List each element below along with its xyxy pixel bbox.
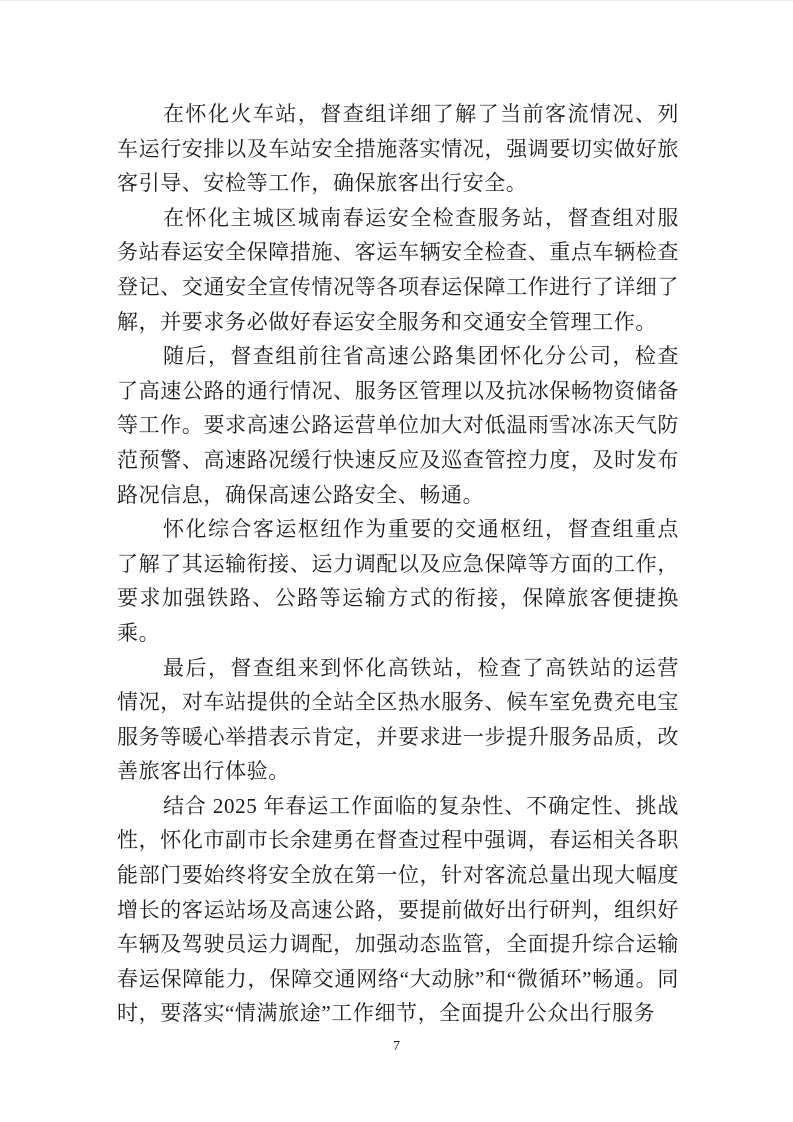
paragraph-expressway-company: 随后，督查组前往省高速公路集团怀化分公司，检查了高速公路的通行情况、服务区管理以及抗冰保畅物资储备等工作。要求高速公路运营单位加大对低温雨雪冰冻天气防范预警、高速路况缓行快速反应及巡查管控力度，及时发布路况信息，确保高速公路安全、畅通。 xyxy=(117,344,679,507)
page-footer xyxy=(0,1037,793,1055)
paragraph-passenger-hub: 怀化综合客运枢纽作为重要的交通枢纽，督查组重点了解了其运输衔接、运力调配以及应急保障等方面的工作，要求加强铁路、公路等运输方式的衔接，保障旅客便捷换乘。 xyxy=(117,517,679,645)
paragraph-huaihua-railway-station: 在怀化火车站，督查组详细了解了当前客流情况、列车运行安排以及车站安全措施落实情况，强调要切实做好旅客引导、安检等工作，确保旅客出行安全。 xyxy=(117,102,679,196)
page-number: 7 xyxy=(393,1039,400,1054)
document-body xyxy=(117,97,679,1031)
paragraph-high-speed-rail-station: 最后，督查组来到怀化高铁站，检查了高铁站的运营情况，对车站提供的全站全区热水服务、候车室免费充电宝服务等暖心举措表示肯定，并要求进一步提升服务品质，改善旅客出行体验。 xyxy=(117,655,679,784)
paragraph-vice-mayor-remarks: 结合 2025 年春运工作面临的复杂性、不确定性、挑战性，怀化市副市长余建勇在督查过程中强调，春运相关各职能部门要始终将安全放在第一位，针对客流总量出现大幅度增长的客运站场及高速公路，要提前做好出行研判，组织好车辆及驾驶员运力调配，加强动态监管，全面提升综合运输春运保障能力，保障交通网络“大动脉”和“微循环”畅通。同时，要落实“情满旅途”工作细节，全面提升公众出行服务 xyxy=(117,793,679,1026)
paragraph-chengnan-checkpoint: 在怀化主城区城南春运安全检查服务站，督查组对服务站春运安全保障措施、客运车辆安全检查、重点车辆检查登记、交通安全宣传情况等各项春运保障工作进行了详细了解，并要求务必做好春运安全服务和交通安全管理工作。 xyxy=(117,205,679,334)
